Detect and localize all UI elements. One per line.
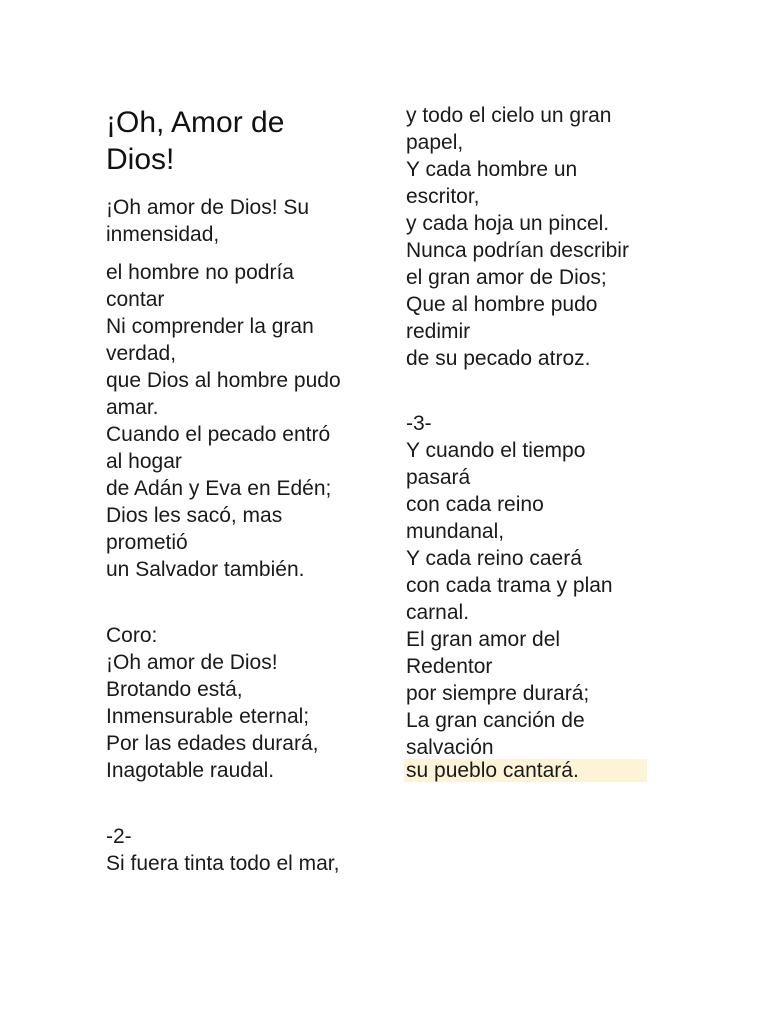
- verse-line: por siempre durará;: [406, 682, 590, 705]
- verse-line: al hogar: [106, 450, 182, 473]
- verse-line: que Dios al hombre pudo: [106, 369, 341, 392]
- chorus-label: Coro:: [106, 624, 158, 647]
- verse-number: -2-: [106, 825, 132, 848]
- verse-line: verdad,: [106, 342, 177, 365]
- verse-line: de Adán y Eva en Edén;: [106, 477, 332, 500]
- verse-line: y todo el cielo un gran: [406, 104, 612, 127]
- verse-line: El gran amor del: [406, 628, 561, 651]
- verse-line: papel,: [406, 131, 464, 154]
- highlighted-verse-line: [406, 758, 647, 785]
- song-title: ¡Oh, Amor de Dios!: [106, 106, 285, 176]
- verse-line: con cada trama y plan: [406, 574, 613, 597]
- verse-line: contar: [106, 288, 165, 311]
- verse-line: Dios les sacó, mas: [106, 504, 283, 527]
- verse-line: el gran amor de Dios;: [406, 266, 607, 289]
- verse-line: Y cuando el tiempo: [406, 439, 586, 462]
- verse-line: el hombre no podría: [106, 261, 294, 284]
- verse-line: Redentor: [406, 655, 493, 678]
- verse-line: Si fuera tinta todo el mar,: [106, 852, 340, 875]
- verse-line: pasará: [406, 466, 471, 489]
- verse-line: un Salvador también.: [106, 558, 305, 581]
- chorus-line: Inagotable raudal.: [106, 759, 275, 782]
- chorus-line: Inmensurable eternal;: [106, 705, 310, 728]
- verse-line: La gran canción de: [406, 709, 585, 732]
- verse-line: ¡Oh amor de Dios! Su: [106, 196, 310, 219]
- verse-number: -3-: [406, 412, 432, 435]
- verse-line: Y cada hombre un: [406, 158, 578, 181]
- verse-line: Que al hombre pudo: [406, 293, 598, 316]
- verse-line: Y cada reino caerá: [406, 547, 582, 570]
- verse-line: inmensidad,: [106, 223, 220, 246]
- verse-line: carnal.: [406, 601, 470, 624]
- text-highlight: su pueblo cantará.: [404, 759, 647, 782]
- verse-line: prometió: [106, 531, 188, 554]
- verse-line: escritor,: [406, 185, 480, 208]
- verse-line: con cada reino: [406, 493, 544, 516]
- verse-line: Cuando el pecado entró: [106, 423, 331, 446]
- verse-line: salvación: [406, 736, 494, 759]
- verse-line: redimir: [406, 320, 471, 343]
- verse-line: Nunca podrían describir: [406, 239, 629, 262]
- verse-line: mundanal,: [406, 520, 505, 543]
- verse-line: y cada hoja un pincel.: [406, 212, 610, 235]
- chorus-line: Por las edades durará,: [106, 732, 319, 755]
- chorus-line: Brotando está,: [106, 678, 243, 701]
- chorus-line: ¡Oh amor de Dios!: [106, 651, 278, 674]
- verse-line: amar.: [106, 396, 159, 419]
- verse-line: Ni comprender la gran: [106, 315, 314, 338]
- verse-line: de su pecado atroz.: [406, 347, 591, 370]
